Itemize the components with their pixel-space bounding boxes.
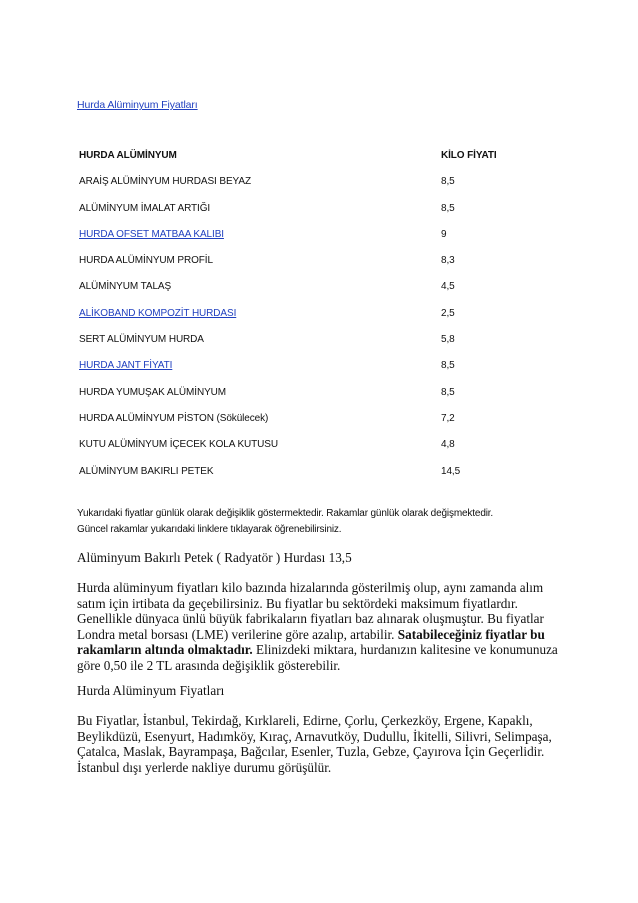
description-text: Hurda alüminyum fiyatları kilo bazında hizalarında gösterilmiş olup, aynı zamanda alım satım için irtibata da geçebilirsiniz. Bu fiyatlar bu sektördeki maksimum fiyatlardır. Genellikle dünyaca ünlü büyük fabrikaların fiyatları baz alınarak oluşmuştur. Bu fiyatlar Londra metal borsası (LME) verilerine göre azalıp, artabilir. bbox=[77, 580, 544, 642]
product-price: 4,5 bbox=[441, 281, 455, 293]
product-link[interactable]: HURDA JANT FİYATI bbox=[79, 360, 173, 372]
product-name: ALÜMİNYUM İMALAT ARTIĞI bbox=[79, 202, 211, 214]
column-header-name: HURDA ALÜMİNYUM bbox=[79, 150, 177, 161]
product-price: 4,8 bbox=[441, 439, 455, 451]
table-row bbox=[77, 281, 567, 307]
product-price: 14,5 bbox=[441, 465, 461, 477]
section-subtitle: Hurda Alüminyum Fiyatları bbox=[77, 683, 225, 698]
product-price: 8,5 bbox=[441, 202, 455, 214]
table-header-row bbox=[77, 150, 567, 176]
note-line-1: Yukarıdaki fiyatlar günlük olarak değişiklik göstermektedir. Rakamlar günlük olarak değişmektedir. bbox=[77, 508, 494, 519]
description-paragraph bbox=[77, 580, 567, 674]
table-row bbox=[77, 439, 567, 465]
table-row bbox=[77, 413, 567, 439]
table-row[interactable] bbox=[77, 308, 567, 334]
price-table bbox=[77, 150, 567, 492]
description-bold: Satabileceğiniz fiyatlar bu rakamların altında olmaktadır. bbox=[77, 626, 545, 658]
product-name: ALÜMİNYUM BAKIRLI PETEK bbox=[79, 465, 214, 477]
heading-link[interactable]: Hurda Alüminyum Fiyatları bbox=[77, 99, 198, 111]
price-note bbox=[77, 506, 577, 538]
table-row bbox=[77, 176, 567, 202]
product-price: 9 bbox=[441, 228, 447, 240]
table-row bbox=[77, 334, 567, 360]
product-name: KUTU ALÜMİNYUM İÇECEK KOLA KUTUSU bbox=[79, 439, 278, 451]
note-line-2: Güncel rakamlar yukarıdaki linklere tıklayarak öğrenebilirsiniz. bbox=[77, 524, 342, 535]
product-name: HURDA ALÜMİNYUM PROFİL bbox=[79, 255, 213, 267]
product-price: 2,5 bbox=[441, 307, 455, 319]
petek-subtitle: Alüminyum Bakırlı Petek ( Radyatör ) Hurdası 13,5 bbox=[77, 550, 352, 565]
product-name: SERT ALÜMİNYUM HURDA bbox=[79, 334, 204, 346]
product-name: ALÜMİNYUM TALAŞ bbox=[79, 281, 172, 293]
table-row[interactable] bbox=[77, 229, 567, 255]
product-price: 7,2 bbox=[441, 412, 455, 424]
product-link[interactable]: HURDA OFSET MATBAA KALIBI bbox=[79, 228, 224, 240]
table-row bbox=[77, 255, 567, 281]
locations-paragraph: Bu Fiyatlar, İstanbul, Tekirdağ, Kırklareli, Edirne, Çorlu, Çerkezköy, Ergene, Kapaklı, Beylikdüzü, Esenyurt, Hadımköy, Kıraç, Arnavutköy, Dudullu, İkitelli, Silivri, Selimpaşa, Çatalca, Maslak, Bayrampaşa, Bağcılar, Esenler, Tuzla, Gebze, Çayırova İçin Geçerlidir. İstanbul dışı yerlerde nakliye durumu görüşülür. bbox=[77, 713, 552, 775]
product-price: 5,8 bbox=[441, 334, 455, 346]
product-price: 8,5 bbox=[441, 176, 455, 188]
product-name: ARAİŞ ALÜMİNYUM HURDASI BEYAZ bbox=[79, 176, 251, 188]
product-link[interactable]: ALİKOBAND KOMPOZİT HURDASI bbox=[79, 307, 237, 319]
table-row bbox=[77, 203, 567, 229]
table-body bbox=[77, 176, 567, 492]
table-row[interactable] bbox=[77, 360, 567, 386]
description-tail: Elinizdeki miktara, hurdanızın kalitesine ve konumunuza göre 0,50 ile 2 TL arasında değişiklik gösterebilir. bbox=[77, 642, 558, 673]
product-price: 8,5 bbox=[441, 386, 455, 398]
product-price: 8,5 bbox=[441, 360, 455, 372]
product-name: HURDA YUMUŞAK ALÜMİNYUM bbox=[79, 386, 226, 398]
table-row bbox=[77, 387, 567, 413]
product-price: 8,3 bbox=[441, 255, 455, 267]
table-row bbox=[77, 466, 567, 492]
product-name: HURDA ALÜMİNYUM PİSTON (Sökülecek) bbox=[79, 412, 269, 424]
column-header-price: KİLO FİYATI bbox=[441, 150, 497, 161]
